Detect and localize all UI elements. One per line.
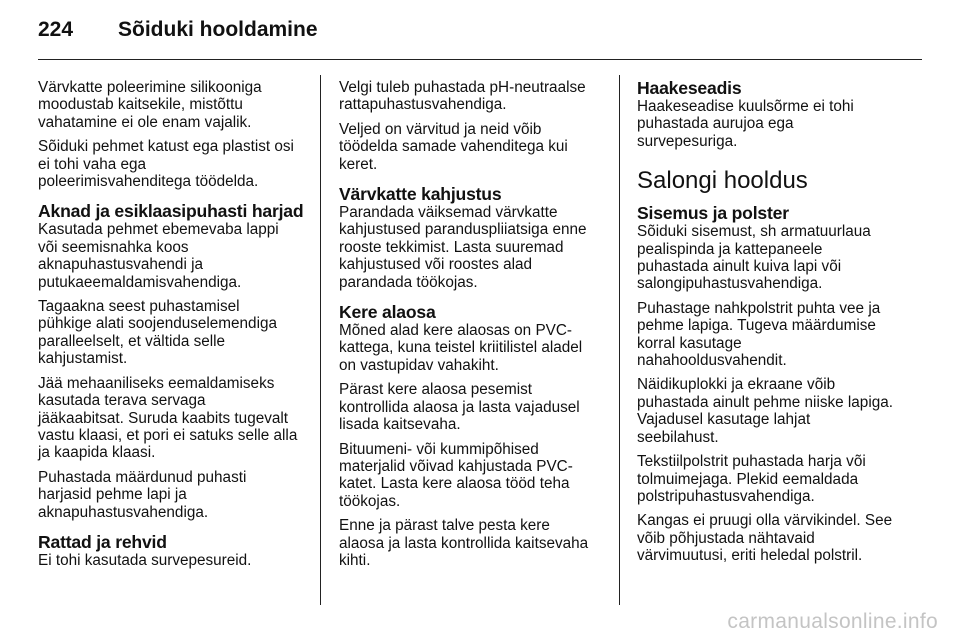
paragraph-window-cloth: Kasutada pehmet ebemevaba lappi või seemisnahka koos aknapuhastusvahendi ja putukaeemaldamisvahendiga.: [38, 221, 279, 291]
heading-interior-upholstery: Sisemus ja polster: [637, 203, 789, 224]
paragraph-ice-scraper: Jää mehaaniliseks eemaldamiseks kasutada terava servaga jääkaabitsat. Suruda kaabits tugevalt vastu klaasi, et pori ei satuks selle alla ja kaapida klaasi.: [38, 374, 298, 462]
paragraph-tow-ball: Haakeseadise kuulsõrme ei tohi puhastada aurujoa ega survepesuriga.: [637, 98, 854, 150]
paragraph-rim-cleaner: Velgi tuleb puhastada pH-neutraalse rattapuhastusvahendiga.: [339, 79, 586, 114]
paragraph-painted-rims: Veljed on värvitud ja neid võib töödelda samade vahenditega kui keret.: [339, 120, 568, 173]
column-divider-2: [619, 75, 620, 605]
watermark: carmanualsonline.info: [727, 610, 938, 633]
header-divider: [38, 59, 922, 60]
paragraph-rear-window: Tagaakna seest puhastamisel pühkige alati soojenduselemendiga paralleelselt, et vältida selle kahjustamist.: [38, 298, 277, 368]
heading-underbody: Kere alaosa: [339, 302, 436, 323]
heading-windows-wipers: Aknad ja esiklaasipuhasti harjad: [38, 201, 304, 222]
paragraph-pvc-coating: Mõned alad kere alaosas on PVC- kattega, kuna teistel kriitilistel aladel on vastupidav vahakiht.: [339, 322, 583, 374]
heading-wheels-tyres: Rattad ja rehvid: [38, 531, 167, 552]
paragraph-wiper-blades: Puhastada määrdunud puhasti harjasid pehme lapi ja aknapuhastusvahendiga.: [38, 468, 247, 521]
paragraph-instrument-display: Näidikuplokki ja ekraane võib puhastada ainult pehme niiske lapiga. Vajadusel kasutage lahjat seebilahust.: [637, 376, 893, 446]
page-number: 224: [38, 18, 74, 41]
paragraph-paint-repair: Parandada väiksemad värvkatte kahjustused paranduspliiatsiga enne rooste tekkimist. Lasta suuremad kahjustused või roostes alad parandada töökojas.: [339, 204, 587, 291]
column-3: [637, 79, 909, 572]
paragraph-winter-wash: Enne ja pärast talve pesta kere alaosa ja lasta kontrollida kaitsevaha kihti.: [339, 517, 589, 569]
paragraph-fabric-colourfast: Kangas ei pruugi olla värvikindel. See võib põhjustada nähtavaid värvimuutusi, eriti heledal polstril.: [637, 512, 893, 565]
paragraph-leather: Puhastage nahkpolstrit puhta vee ja pehme lapiga. Tugeva määrdumise korral kasutage nahahooldusvahendit.: [637, 299, 881, 370]
heading-towing-device: Haakeseadis: [637, 78, 742, 98]
page-header: [38, 18, 318, 48]
paragraph-soft-top: Sõiduki pehmet katust ega plastist osi ei tohi vaha ega poleerimisvahenditega töödelda.: [38, 138, 294, 191]
paragraph-textile: Tekstiilpolstrit puhastada harja või tolmuimejaga. Plekid eemaldada polstripuhastusvahendiga.: [637, 453, 866, 505]
page-title: Sõiduki hooldamine: [118, 18, 318, 41]
heading-paint-damage: Värvkatte kahjustus: [339, 184, 502, 205]
paragraph-interior-dry-cloth: Sõiduki sisemust, sh armatuurlaua pealispinda ja kattepaneele puhastada ainult kuiva lapi või salongipuhastusvahendiga.: [637, 223, 871, 293]
heading-interior-care: Salongi hooldus: [637, 167, 808, 195]
paragraph-no-pressure-washer: Ei tohi kasutada survepesureid.: [38, 551, 252, 569]
column-divider-1: [320, 75, 321, 605]
paragraph-silicone-polish: Värvkatte poleerimine silikooniga moodustab kaitsekile, mistõttu vahatamine ei ole enam vajalik.: [38, 79, 262, 131]
paragraph-underbody-wash: Pärast kere alaosa pesemist kontrollida alaosa ja lasta vajadusel lisada kaitsevaha.: [339, 381, 580, 434]
column-1: [38, 79, 310, 576]
paragraph-bitumen: Bituumeni- või kummipõhised materjalid võivad kahjustada PVC- katet. Lasta kere alaosa tööd teha töökojas.: [339, 440, 573, 510]
column-2: [339, 79, 611, 576]
